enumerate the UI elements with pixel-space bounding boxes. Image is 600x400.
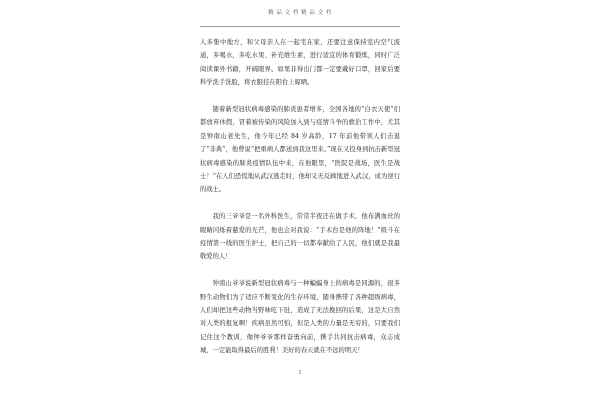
page-number: 1 [298, 370, 302, 376]
paragraph: 随着新型冠状病毒感染的肺炎患者增多，全国各地的“白衣天使”们都放弃休假，冒着被传染的风险加入到与疫情斗争的救治工作中，尤其是钟南山老先生，他今年已经 84 岁高龄，17 年前他带领人们击退了“非典”，他曾说“把重病人都送到我这里来。”现在又投身到抗击新型冠状病毒感染的肺炎疫情队伍中来，在他眼里，“医院是战场，医生是战士！”在人们恐慌地从武汉逃走时，他却义无反顾地进入武汉，成为逆行的战士。 [200, 106, 400, 194]
paragraph: 我的三爷爷是一名外科医生，常常半夜还在做手术，他布满血丝的眼睛闪烁着慈爱的光芒，他也会对我说：“手术台是他的阵地！”级斗在疫情第一线的医生护士，把自己的一切都奉献给了人民，他们就是我最敬爱的人！ [200, 213, 400, 261]
paragraph: 人多集中地方，和父母亲人在一起宅在家，还要注意保持室内空气流通，多喝水，多吃水果、补充维生素，进行适宜的体育锻炼，同时广泛阅读课外书籍，开阔眼界。如果非得出门都一定要戴好口罩，回家后要科学洗手洗脸，将衣服挂在阳台上晾晒。 [200, 39, 400, 87]
document-body [200, 36, 400, 371]
paragraph: 钟南山爷爷说新型冠状病毒与一种蝙蝠身上的病毒是同源的，很多野生动物们为了适应不断变化的生存环境，随身携带了各种超级病毒，人们却把这些动物当野味吃下肚，造成了无法挽回的后果，这是大自然对人类的报复啊！疾病虽然可怕，但是人类的力量是无穷的，只要我们记住这个教训，像钟爷爷那样奋勇向前，携手共同抗击病毒，众志成城，一定能取得最后的胜利！美好的春天就在不远的明天！ [200, 280, 400, 355]
page-header: 精 品 文 档 精 品 文 档 [268, 10, 332, 16]
header-divider [200, 26, 400, 27]
